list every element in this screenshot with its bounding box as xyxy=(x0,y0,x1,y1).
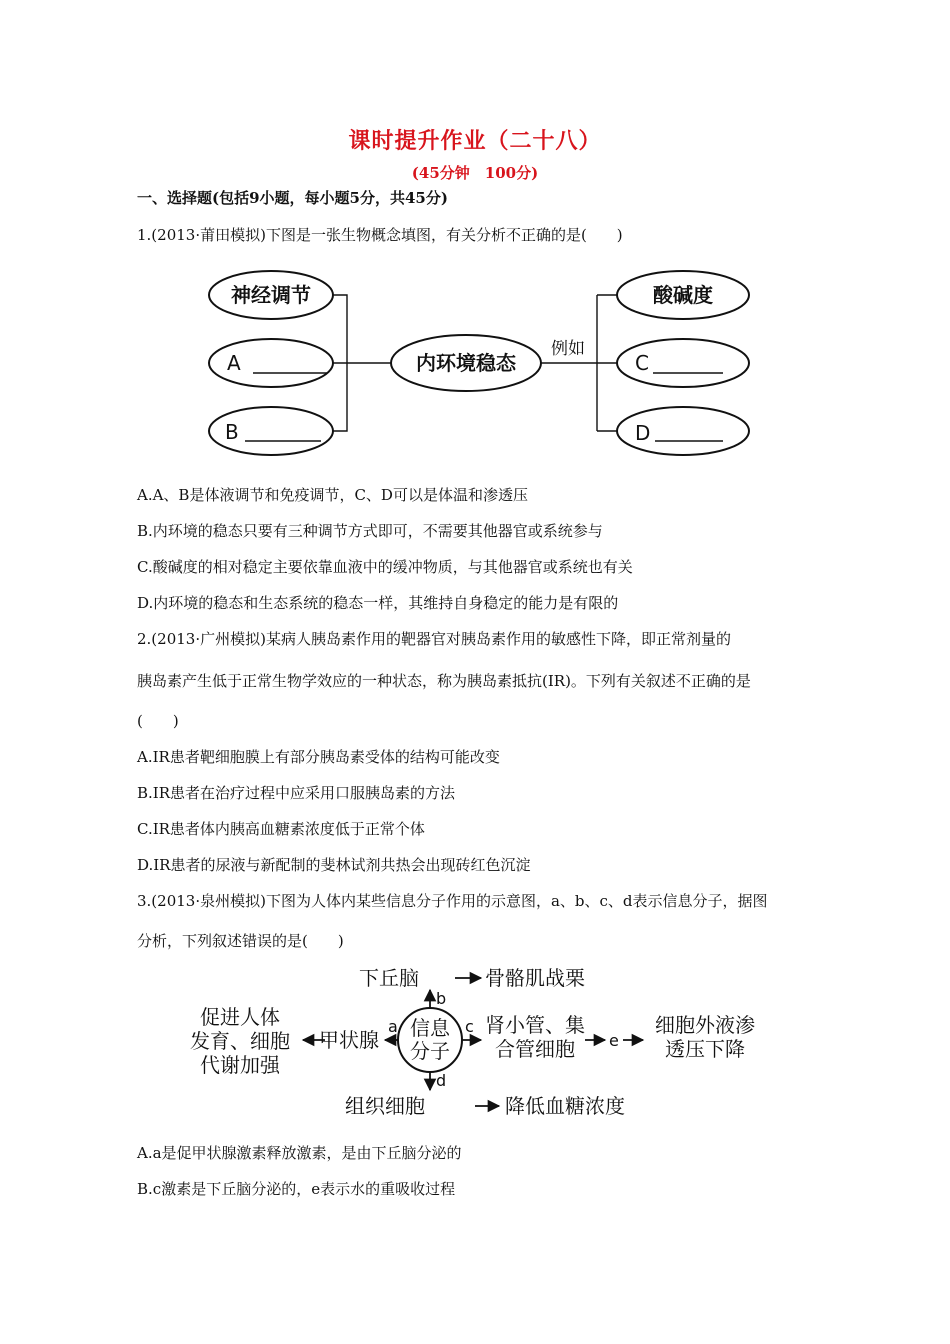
q3-left-effect-1: 促进人体 xyxy=(200,1005,280,1029)
q3-option-a: A.a是促甲状腺激素释放激素，是由下丘脑分泌的 xyxy=(137,1144,462,1162)
q3-label-a: a xyxy=(388,1017,398,1036)
q3-center-label-1: 信息 xyxy=(410,1016,450,1040)
q1-concept-diagram xyxy=(205,262,760,462)
q1-label-center: 内环境稳态 xyxy=(416,351,516,375)
q1-right-connector xyxy=(541,295,617,431)
q3-node-bottom: 组织细胞 xyxy=(345,1094,425,1118)
q2-stem-line2: 胰岛素产生低于正常生物学效应的一种状态，称为胰岛素抵抗(IR)。下列有关叙述不正确的是 xyxy=(137,672,751,690)
q1-label-d: D xyxy=(635,421,651,445)
q2-stem-line3: ( ) xyxy=(137,712,179,730)
q1-label-right-top: 酸碱度 xyxy=(653,283,713,307)
q1-label-left-top: 神经调节 xyxy=(231,283,311,307)
q3-right-effect-1: 细胞外液渗 xyxy=(655,1013,755,1037)
q2-option-b: B.IR患者在治疗过程中应采用口服胰岛素的方法 xyxy=(137,784,456,802)
q1-label-link: 例如 xyxy=(551,339,585,359)
q3-stem-line1: 3.(2013·泉州模拟)下图为人体内某些信息分子作用的示意图，a、b、c、d表示信息分子，据图 xyxy=(137,892,768,910)
q1-option-a: A.A、B是体液调节和免疫调节，C、D可以是体温和渗透压 xyxy=(137,486,528,504)
q3-node-top-target: 骨骼肌战栗 xyxy=(485,966,585,990)
q3-node-top: 下丘脑 xyxy=(359,966,419,990)
q3-stem-line2: 分析，下列叙述错误的是( ) xyxy=(137,932,344,950)
q2-option-c: C.IR患者体内胰高血糖素浓度低于正常个体 xyxy=(137,820,425,838)
q1-label-c: C xyxy=(635,351,649,375)
q3-right-effect-2: 透压下降 xyxy=(665,1037,745,1061)
q1-label-a: A xyxy=(227,351,241,375)
q1-label-b: B xyxy=(225,420,239,444)
q3-label-e: e xyxy=(609,1031,619,1050)
q3-option-b: B.c激素是下丘脑分泌的，e表示水的重吸收过程 xyxy=(137,1180,456,1198)
q2-stem-line1: 2.(2013·广州模拟)某病人胰岛素作用的靶器官对胰岛素作用的敏感性下降，即正常剂量的 xyxy=(137,630,731,648)
q3-left-effect-3: 代谢加强 xyxy=(200,1053,280,1077)
page-title: 课时提升作业（二十八） xyxy=(348,128,602,154)
q3-node-right-2: 合管细胞 xyxy=(495,1037,575,1061)
q3-left-effect-2: 发育、细胞 xyxy=(190,1029,290,1053)
q3-label-b: b xyxy=(436,989,447,1008)
q3-node-right-1: 肾小管、集 xyxy=(485,1013,585,1037)
section-heading: 一、选择题(包括9小题，每小题5分，共45分) xyxy=(137,189,448,207)
page-subtitle: (45分钟 100分) xyxy=(411,164,539,182)
q1-stem: 1.(2013·莆田模拟)下图是一张生物概念填图，有关分析不正确的是( ) xyxy=(137,226,623,244)
q1-left-bracket xyxy=(333,295,391,431)
q1-option-b: B.内环境的稳态只要有三种调节方式即可，不需要其他器官或系统参与 xyxy=(137,522,603,540)
q2-option-d: D.IR患者的尿液与新配制的斐林试剂共热会出现砖红色沉淀 xyxy=(137,856,531,874)
q2-option-a: A.IR患者靶细胞膜上有部分胰岛素受体的结构可能改变 xyxy=(137,748,500,766)
q3-bottom-effect: 降低血糖浓度 xyxy=(505,1094,625,1118)
q3-label-d: d xyxy=(436,1071,447,1090)
q3-center-label-2: 分子 xyxy=(410,1039,450,1063)
q3-label-c: c xyxy=(465,1017,474,1036)
q1-option-c: C.酸碱度的相对稳定主要依靠血液中的缓冲物质，与其他器官或系统也有关 xyxy=(137,558,633,576)
q3-node-left: 甲状腺 xyxy=(319,1028,379,1052)
q3-signal-molecule-diagram xyxy=(185,960,775,1125)
q1-option-d: D.内环境的稳态和生态系统的稳态一样，其维持自身稳定的能力是有限的 xyxy=(137,594,619,612)
